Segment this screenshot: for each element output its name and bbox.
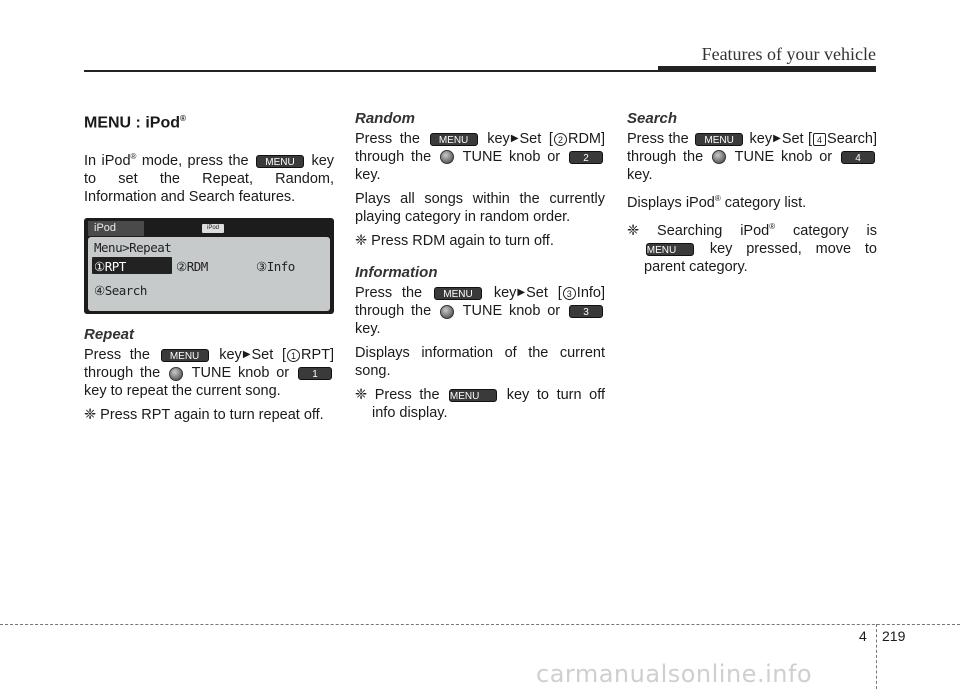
search-heading: Search xyxy=(627,110,678,127)
screen-panel xyxy=(88,237,330,311)
information-description: Displays information of the current song. xyxy=(355,345,605,380)
search-paragraph: Press the MENU key▶Set [ 4 Search] through the TUNE knob or 4 key. xyxy=(627,131,878,184)
random-paragraph: Press the MENU key▶Set [ 2 RDM] through the TUNE knob or 2 key. xyxy=(355,131,606,184)
watermark: carmanualsonline.info xyxy=(536,660,813,688)
menu-key-icon: MENU xyxy=(430,133,478,146)
screen-option-rpt: ①RPT xyxy=(94,259,126,275)
key-3-icon: 3 xyxy=(569,305,603,318)
arrow-right-icon: ▶ xyxy=(242,349,251,361)
random-note: ❈ Press RDM again to turn off. xyxy=(355,233,554,250)
menu-key-icon: MENU xyxy=(695,133,743,146)
menu-key-icon: MENU xyxy=(449,389,497,402)
key-2-icon: 2 xyxy=(569,151,603,164)
screen-ipod-badge: iPod xyxy=(202,224,224,233)
tune-knob-icon xyxy=(440,305,454,319)
circled-number-3-icon: 3 xyxy=(563,287,576,300)
repeat-paragraph: Press the MENU key▶Set [ 1 RPT] through the TUNE knob or 1 RPT key to repeat the current song. xyxy=(84,347,335,400)
key-1-rpt-icon: 1 RPT xyxy=(298,367,332,380)
key-4-icon: 4 xyxy=(841,151,875,164)
circled-number-1-icon: 1 xyxy=(287,349,300,362)
section-heading: MENU : iPod® xyxy=(84,114,186,132)
column-2 xyxy=(355,110,605,428)
tune-knob-icon xyxy=(712,150,726,164)
menu-key-icon: MENU xyxy=(646,243,694,256)
information-note: ❈ Press the MENU key to turn off info display. xyxy=(355,387,605,422)
menu-key-icon: MENU xyxy=(434,287,482,300)
information-paragraph: Press the MENU key▶Set [ 3 Info] through the TUNE knob or 3 key. xyxy=(355,285,606,338)
repeat-note: ❈ Press RPT again to turn repeat off. xyxy=(84,407,324,424)
footer-rule xyxy=(0,624,960,625)
circled-number-2-icon: 2 xyxy=(554,133,567,146)
search-description: Displays iPod® category list. xyxy=(627,194,807,211)
header-title: Features of your vehicle xyxy=(701,44,876,64)
arrow-right-icon: ▶ xyxy=(517,287,526,299)
information-heading: Information xyxy=(355,264,438,282)
arrow-right-icon: ▶ xyxy=(510,133,519,145)
screen-title: Menu>Repeat xyxy=(94,240,172,256)
random-description: Plays all songs within the currently playing category in random order. xyxy=(355,191,605,226)
screen-option-search: ④Search xyxy=(94,283,147,299)
search-note: ❈ Searching iPod® category is MENU key pressed, move to parent category. xyxy=(627,222,877,275)
screen-tab: iPod xyxy=(88,221,144,236)
column-3 xyxy=(627,110,877,282)
random-heading: Random xyxy=(355,110,415,127)
arrow-right-icon: ▶ xyxy=(773,133,781,145)
footer-divider xyxy=(876,624,877,689)
column-1 xyxy=(84,110,334,430)
menu-key-icon: MENU xyxy=(161,349,209,362)
intro-paragraph: In iPod® mode, press the MENU key to set the Repeat, Random, Information and Search features. xyxy=(84,152,335,206)
tune-knob-icon xyxy=(440,150,454,164)
page-number: 219 xyxy=(882,628,906,644)
menu-key-icon: MENU xyxy=(256,155,304,168)
tune-knob-icon xyxy=(169,367,183,381)
screen-option-info: ③Info xyxy=(256,259,295,275)
header-rule-thick xyxy=(658,66,876,72)
repeat-heading: Repeat xyxy=(84,326,135,344)
screen-option-rdm: ②RDM xyxy=(176,259,208,275)
chapter-number: 4 xyxy=(859,628,867,644)
ipod-menu-screen-image xyxy=(84,218,334,314)
circled-number-4-icon: 4 xyxy=(813,133,826,146)
